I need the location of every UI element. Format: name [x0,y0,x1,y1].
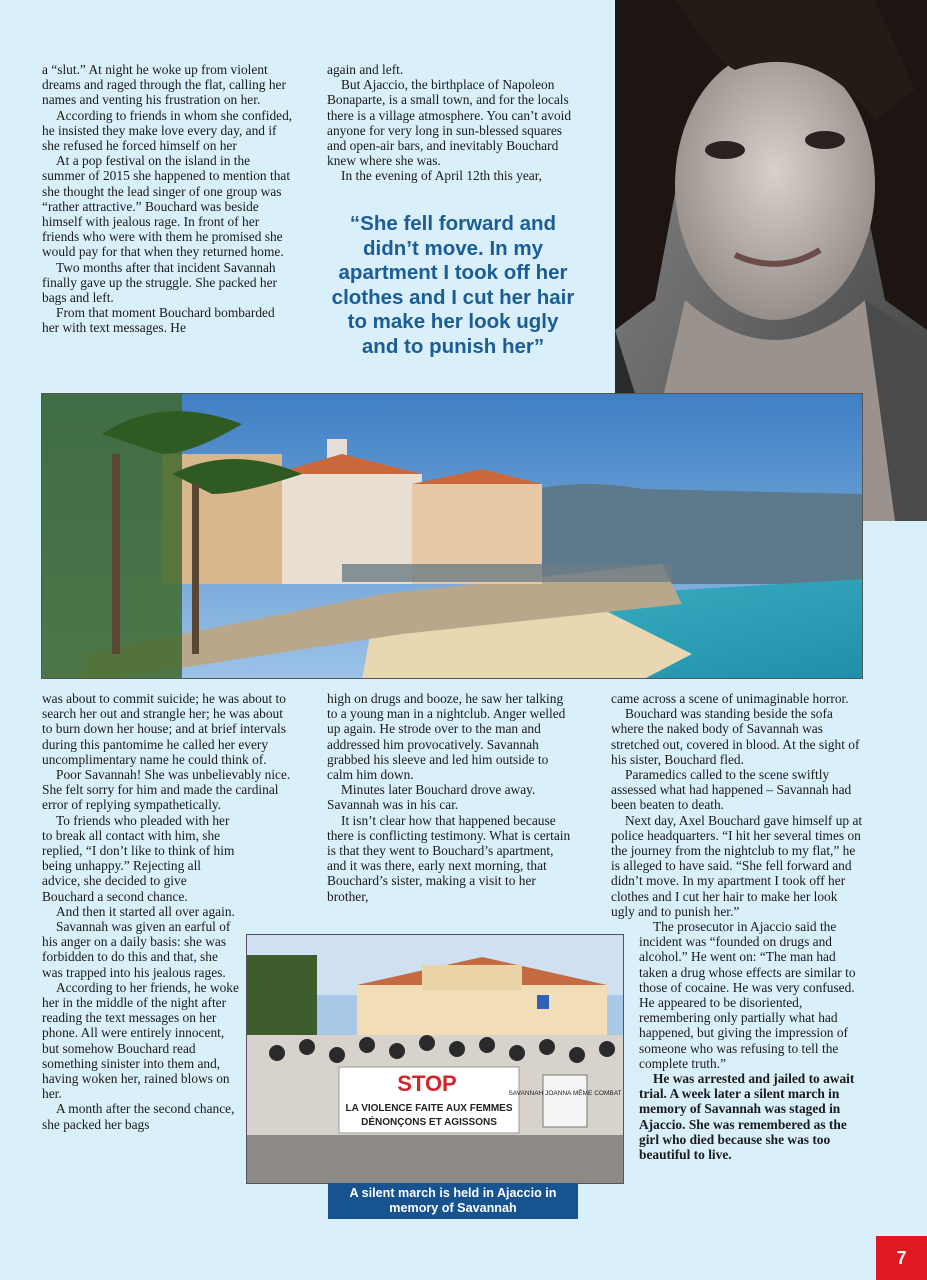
article-column-3-bottom [611,691,863,1162]
paragraph: came across a scene of unimaginable horror. [611,691,849,706]
paragraph: At a pop festival on the island in the summer of 2015 she happened to mention that she thought the lead singer of one group was “rather attractive.” Bouchard was beside himself with jealous rage. In front of her friends who were with them he promised she would pay for that when they returned home. [42,153,291,260]
pull-quote: “She fell forward and didn’t move. In my apartment I took off her clothes and I cut her hair to make her look ugly and to punish her” [331,212,575,358]
article-column-2-bottom [327,691,573,904]
paragraph: was about to commit suicide; he was about to search her out and strangle her; he was about to burn down her house; and at brief intervals during this pantomime he called her every uncomplimentary name he could think of. [42,691,286,767]
ajaccio-image [42,394,863,679]
paragraph: Poor Savannah! She was unbelievably nice. She felt sorry for him and made the cardinal error of replying sympathetically. [42,767,291,813]
paragraph: again and left. [327,62,404,77]
paragraph: Minutes later Bouchard drove away. Savannah was in his car. [327,782,536,813]
banner-stop: STOP [397,1071,457,1096]
paragraph: According to her friends, he woke her in the middle of the night after reading the text messages on her phone. All were entirely innocent, but somehow Bouchard read something sinister into them and, having woken her, rained blows on her. [42,979,239,1102]
paragraph: It isn’t clear how that happened because there is conflicting testimony. What is certain is that they went to Bouchard’s apartment, and it was there, early next morning, that Bouchard’s sister, making a visit to her brother, [327,812,571,904]
closing-paragraph: He was arrested and jailed to await trial. A week later a silent march in memory of Savannah was staged in Ajaccio. She was remembered as the girl who died because she was too beautiful to live. [639,1071,855,1163]
paragraph: To friends who pleaded with her to break all contact with him, she replied, “I don’t like to think of him being unhappy.” Rejecting all advice, she decided to give Bouchard a second chance. [42,812,235,904]
paragraph: Paramedics called to the scene swiftly assessed what had happened – Savannah had been beaten to death. [611,767,852,813]
paragraph: According to friends in whom she confided, he insisted they make love every day, and if she refused he forced himself on her [42,107,293,154]
article-column-2-top [327,62,575,184]
banner-line-1: LA VIOLENCE FAITE AUX FEMMES [345,1103,513,1114]
paragraph: high on drugs and booze, he saw her talking to a young man in a nightclub. Anger welled up again. He strode over to the man and addressed him provocatively. Savannah grabbed his sleeve and led him outside to calm him down. [327,691,566,783]
paragraph: In the evening of April 12th this year, [341,168,543,184]
silent-march-photo [246,934,624,1184]
sign-text: SAVANNAH JOANNA MÊME COMBAT [508,1090,622,1097]
article-column-1-top [42,62,294,336]
paragraph: Two months after that incident Savannah finally gave up the struggle. She packed her bags and left. [42,259,278,306]
banner-line-2: DÉNONÇONS ET AGISSONS [361,1117,497,1128]
page-number: 7 [876,1236,927,1280]
paragraph: Next day, Axel Bouchard gave himself up at police headquarters. “I hit her several times on the journey from the nightclub to my flat,” he is alleged to have said. “She fell forward and didn’t move. In my apartment I took off her clothes and I cut her hair to make her look ugly and to punish her.” [611,812,863,919]
march-caption: A silent march is held in Ajaccio in memory of Savannah [328,1183,578,1219]
silent-march-image [247,935,624,1184]
paragraph: A month after the second chance, she packed her bags [42,1101,235,1132]
ajaccio-photo [41,393,863,679]
paragraph: But Ajaccio, the birthplace of Napoleon Bonaparte, is a small town, and for the locals there is a village atmosphere. You can’t avoid anyone for very long in sun-blessed squares and open-air bars, and inevitably Bouchard knew where she was. [327,77,572,169]
paragraph: The prosecutor in Ajaccio said the incident was “founded on drugs and alcohol.” He went on: “The man had taken a drug whose effects are similar to those of cocaine. He was very confused. He appeared to be disoriented, remembering only partially what had happened, but giving the impression of someone who was refusing to tell the complete truth.” [639,919,856,1071]
paragraph: Bouchard was standing beside the sofa where the naked body of Savannah was stretched out, covered in blood. At the sight of his sister, Bouchard fled. [611,706,860,767]
paragraph: a “slut.” At night he woke up from violent dreams and raged through the flat, calling her names and venting his frustration on her. [42,62,286,108]
paragraph: From that moment Bouchard bombarded her with text messages. He [42,305,275,336]
paragraph: Savannah was given an earful of his anger on a daily basis: she was forbidden to do this and that, she was trapped into his jealous rages. [42,919,231,980]
paragraph: And then it started all over again. [56,903,235,919]
